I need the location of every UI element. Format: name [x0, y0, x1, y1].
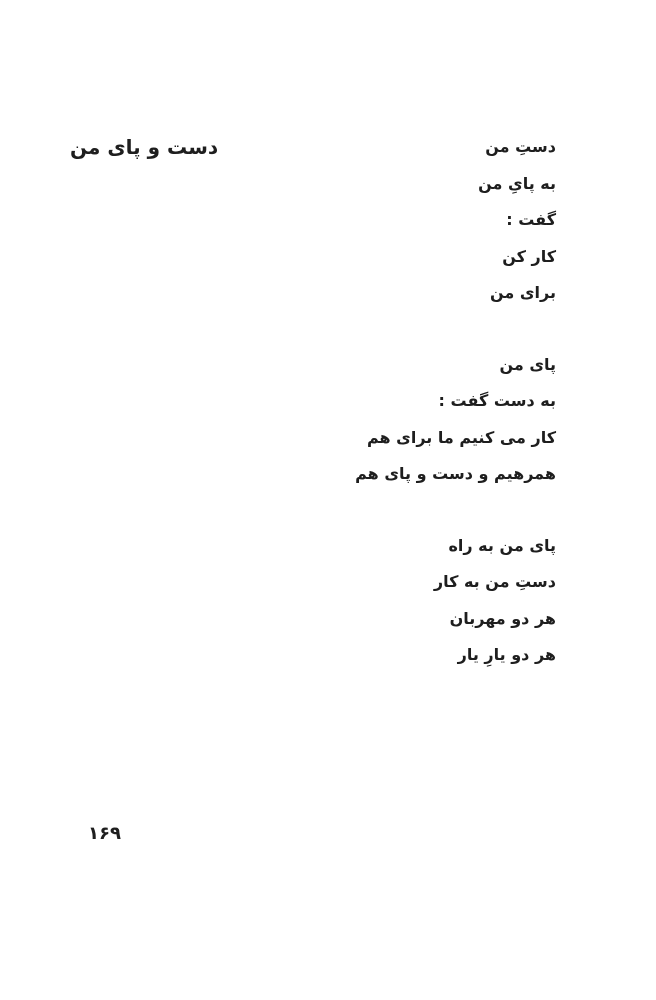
- poem-line: پای من به راه: [448, 535, 556, 555]
- poem-line: دستِ من به کار: [433, 572, 556, 591]
- stanza-1: [256, 133, 556, 316]
- poem-line: کار می کنیم ما برای هم: [366, 427, 556, 447]
- page-number: ۱۶۹: [88, 823, 121, 844]
- poem-line: برای من: [490, 283, 556, 302]
- poem-line: دستِ من: [485, 137, 556, 156]
- poem-title: دست و پای من: [70, 135, 219, 159]
- poem-line: به پایِ من: [478, 173, 556, 193]
- stanza-2: [256, 351, 556, 497]
- poem-line: هر دو یارِ یار: [457, 645, 556, 664]
- poem-line: گفت :: [506, 210, 556, 229]
- poem-line: هر دو مهربان: [449, 608, 556, 628]
- poem-line: به دست گفت :: [438, 391, 556, 410]
- poem-line: همرهیم و دست و پای هم: [355, 464, 556, 483]
- poem-line: کار کن: [502, 246, 556, 266]
- poem-body: [256, 133, 556, 678]
- poem-line: پای من: [499, 354, 556, 374]
- stanza-3: [256, 532, 556, 678]
